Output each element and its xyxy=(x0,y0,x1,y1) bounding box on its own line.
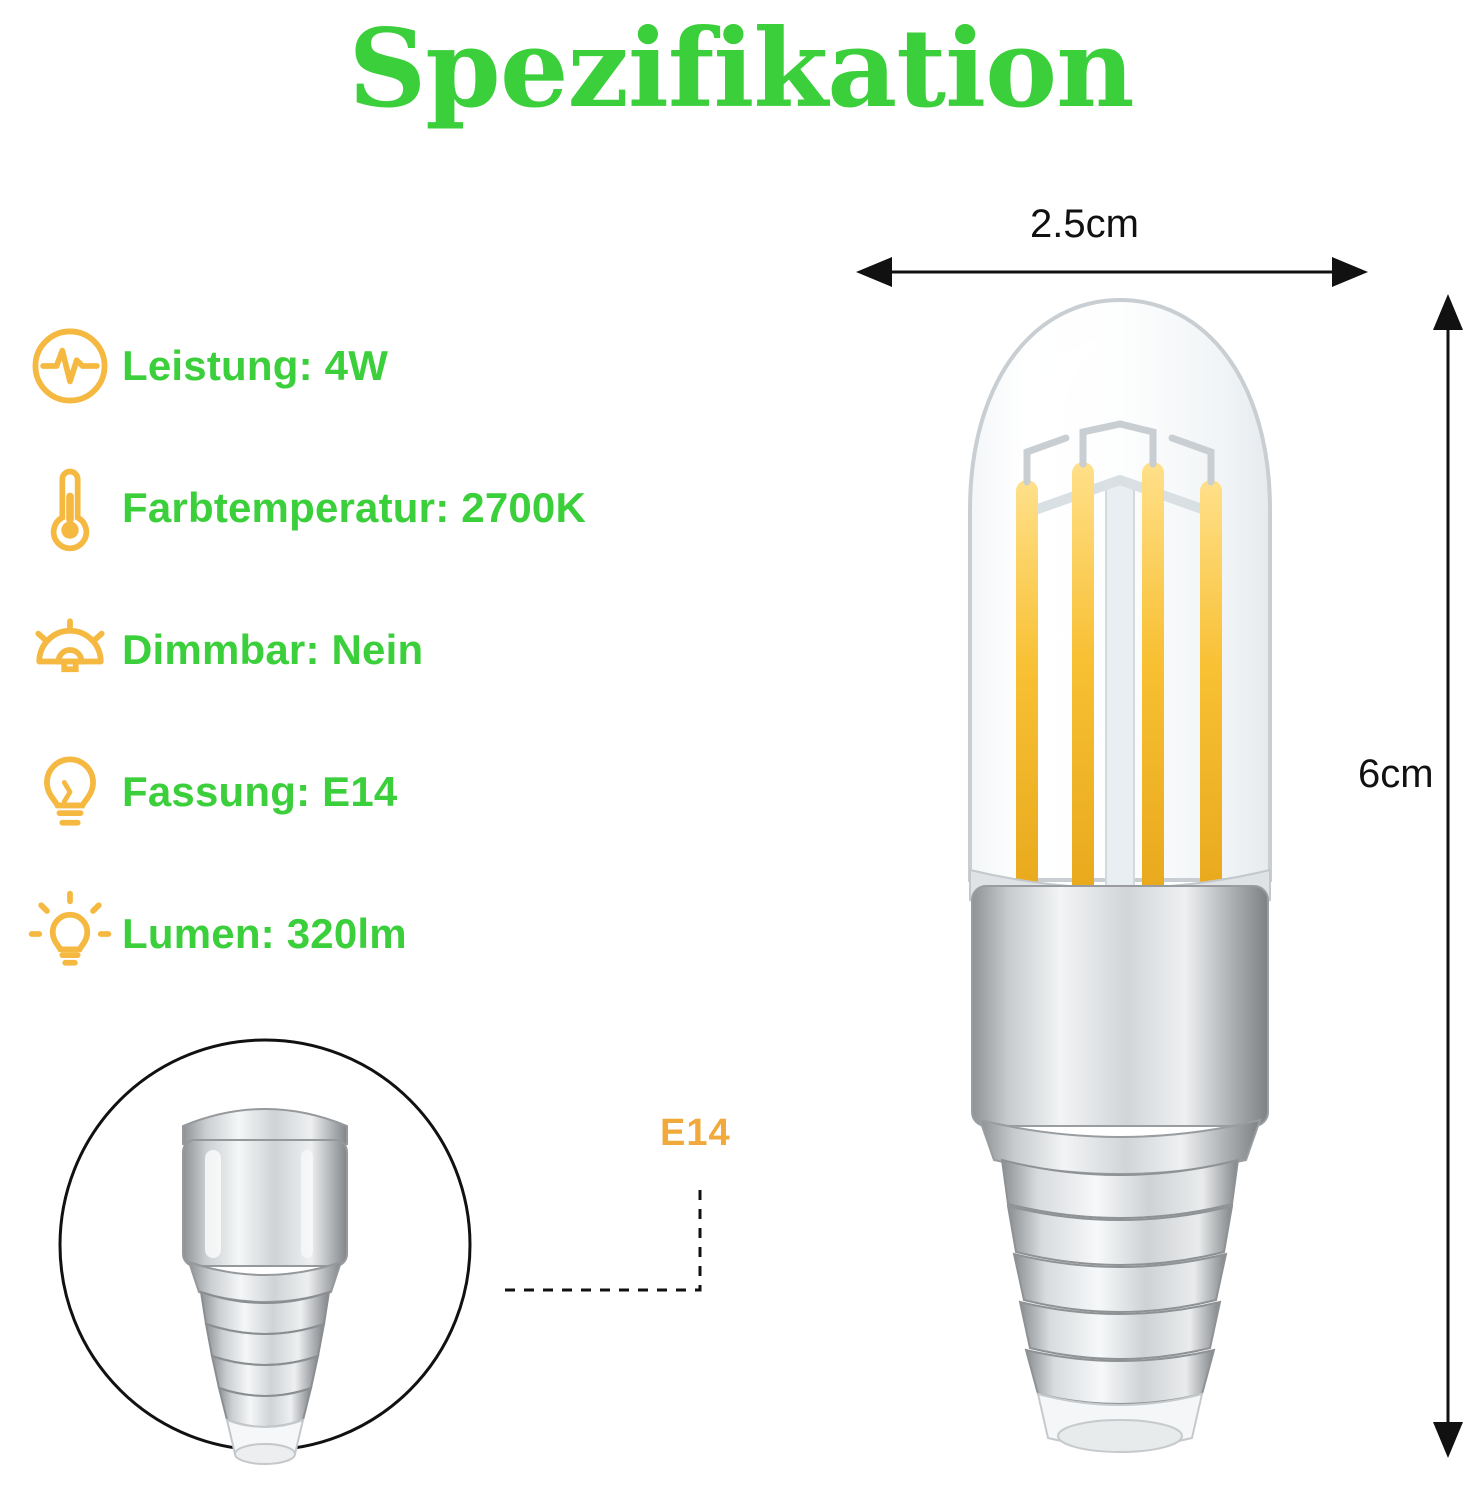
spec-label-power: Leistung: 4W xyxy=(122,342,389,389)
spec-label-lumen: Lumen: 320lm xyxy=(122,910,407,957)
dimension-height-label: 6cm xyxy=(1358,752,1434,796)
spec-label-socket: Fassung: E14 xyxy=(122,768,398,815)
dimension-width-label: 2.5cm xyxy=(1030,202,1139,246)
base-closeup-illustration xyxy=(55,1010,475,1480)
spec-label-dimmable: Dimmbar: Nein xyxy=(122,626,424,673)
page-title: Spezifikation xyxy=(348,6,1134,132)
base-type-callout: E14 xyxy=(660,1112,731,1154)
spec-label-color-temperature: Farbtemperatur: 2700K xyxy=(122,484,587,531)
